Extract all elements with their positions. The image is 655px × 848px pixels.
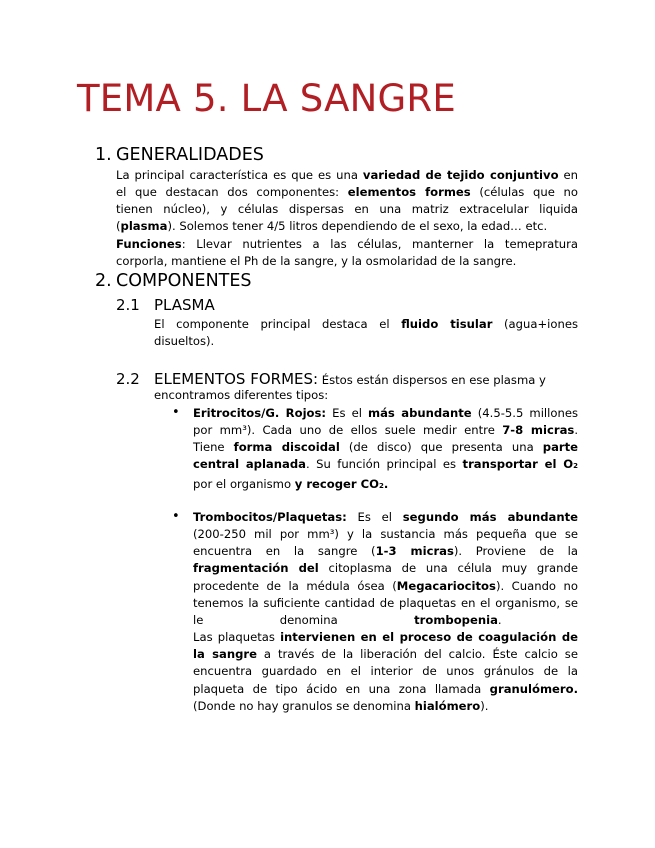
text-line: disueltos).	[154, 334, 215, 349]
text-line: le denomina trombopenia.	[193, 612, 502, 627]
text-line: encuentra guardado en el interior de unos gránulos de la	[193, 664, 578, 679]
text-line: el que destacan dos componentes: elementos formes (células que no	[116, 185, 578, 200]
eritrocitos-item	[193, 405, 578, 495]
section-1-paragraph	[116, 167, 578, 270]
bullet-icon: •	[172, 509, 180, 524]
text-line: Eritrocitos/G. Rojos: Es el más abundante (4.5-5.5 millones	[193, 406, 578, 420]
text-line: fragmentación del citoplasma de una célula muy grande	[193, 561, 578, 576]
text-line: encuentra en la sangre (1-3 micras). Proviene de la	[193, 544, 579, 559]
section-1-number: 1.	[95, 145, 112, 165]
text-line: (Donde no hay granulos se denomina hialómero).	[193, 698, 489, 713]
subsection-2-2-title: ELEMENTOS FORMES:	[154, 370, 319, 388]
section-1-heading	[95, 144, 264, 166]
text-line: (200-250 mil por mm³) y la sustancia más pequeña que se	[193, 527, 578, 542]
text-line: Trombocitos/Plaquetas: Es el segundo más abundante	[193, 510, 579, 524]
subsection-2-2-intro: Éstos están dispersos en ese plasma y	[318, 373, 546, 387]
text-line: (plasma). Solemos tener 4/5 litros dependiendo de el sexo, la edad… etc.	[116, 219, 548, 234]
text-line: por mm³). Cada uno de ellos suele medir entre 7-8 micras.	[193, 423, 578, 438]
trombocitos-item	[193, 509, 578, 715]
text-line: corporla, mantiene el Ph de la sangre, y la osmolaridad de la sangre.	[116, 253, 517, 268]
text-line: Tiene forma discoidal (de disco) que presenta una parte	[193, 440, 579, 455]
text-line: Funciones: Llevar nutrientes a las células, manterner la temepratura	[116, 236, 578, 251]
subsection-2-1-number: 2.1	[116, 296, 140, 314]
text-line: tienen núcleo), y células dispersas en una matriz extracelular liquida	[116, 202, 578, 217]
plasma-paragraph	[154, 316, 578, 350]
text-line: El componente principal destaca el fluido tisular (agua+iones	[154, 317, 578, 331]
formes-intro	[154, 387, 578, 404]
bullet-icon: •	[172, 405, 180, 420]
text-line: procedente de la médula ósea (Megacariocitos). Cuando no	[193, 578, 578, 593]
section-2-title: COMPONENTES	[116, 271, 252, 291]
subsection-2-2-number: 2.2	[116, 370, 140, 388]
document-title: TEMA 5. LA SANGRE	[77, 77, 456, 120]
text-line: tenemos la suficiente cantidad de plaquetas en el organismo, se	[193, 595, 578, 610]
text-line: plaqueta de tipo ácido en una zona llamada granulómero.	[193, 681, 578, 696]
section-1-title: GENERALIDADES	[116, 145, 264, 165]
text-line: encontramos diferentes tipos:	[154, 388, 329, 402]
text-line: central aplanada. Su función principal es transportar el O2	[193, 457, 578, 472]
subsection-2-1-heading	[116, 296, 215, 314]
text-line: por el organismo y recoger CO2.	[193, 476, 389, 491]
text-line: la sangre a través de la liberación del calcio. Éste calcio se	[193, 647, 578, 662]
section-2-heading	[95, 270, 252, 292]
subsection-2-1-title: PLASMA	[154, 296, 215, 314]
section-2-number: 2.	[95, 271, 112, 291]
text-line: Las plaquetas intervienen en el proceso de coagulación de	[193, 630, 578, 645]
text-line: La principal característica es que es una variedad de tejido conjuntivo en	[116, 168, 578, 182]
